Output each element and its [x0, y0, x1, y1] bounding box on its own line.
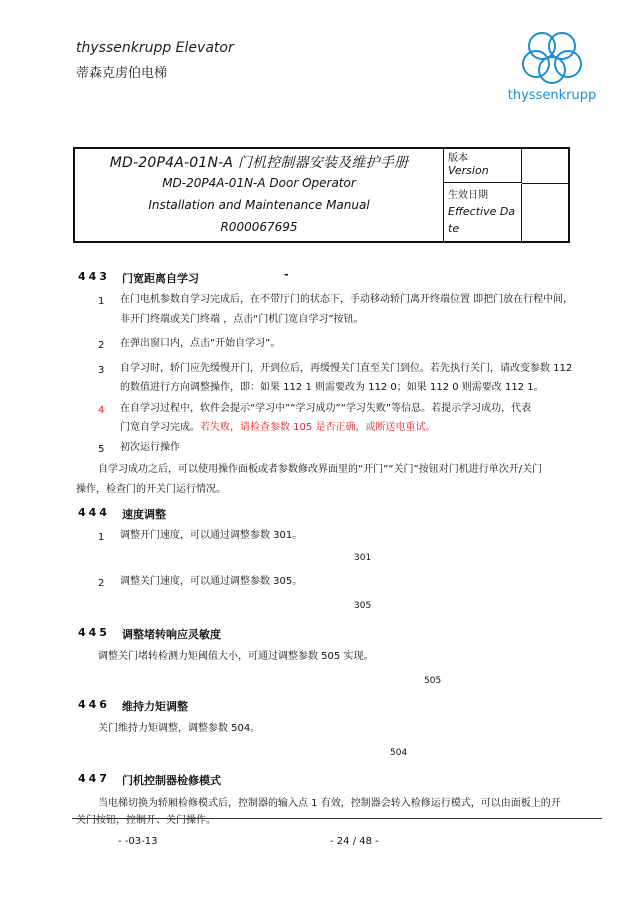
paragraph-text: 调整关门堵转检测力矩阈值大小，可通过调整参数 505 实现。 [98, 651, 374, 662]
company-name-en: thyssenkrupp Elevator [76, 40, 234, 56]
footer-divider [72, 818, 602, 819]
paragraph-text: 关门维持力矩调整，调整参数 504。 [98, 723, 261, 734]
list-item-number: 3 [98, 365, 105, 376]
parameter-value: 301 [354, 553, 372, 563]
list-item-number: 4 [98, 405, 105, 416]
section-title: 速度调整 [122, 508, 166, 521]
version-label-cn: 版本 [448, 153, 468, 164]
list-item-number: 1 [98, 532, 105, 543]
section-number: 445 [78, 626, 110, 639]
effective-date-label-en-1: Effective Da [448, 205, 516, 218]
paragraph-text: 操作，检查门的开关门运行情况。 [76, 484, 226, 495]
list-item-text-normal: 门宽自学习完成。 [120, 422, 200, 433]
document-id: R000067695 [220, 220, 298, 234]
paragraph-text: 自学习成功之后，可以使用操作面板或者参数修改界面里的“开门”“关门”按钮对门机进行单次开/关门 [98, 464, 543, 475]
parameter-value: 504 [390, 748, 408, 758]
warning-text: 若失败，请检查参数 105 是否正确，或断送电重试。 [200, 422, 436, 433]
list-item-number: 2 [98, 340, 105, 351]
effective-date-label-cn: 生效日期 [448, 190, 488, 201]
version-label-en: Version [448, 164, 489, 177]
effective-date-value-cell [522, 184, 568, 241]
section-number: 444 [78, 506, 110, 519]
list-item-number: 5 [98, 444, 105, 455]
section-title: 门宽距离自学习 [122, 272, 199, 285]
parameter-value: 505 [424, 676, 442, 686]
section-title: 门机控制器检修模式 [122, 774, 221, 787]
list-item-text: 的数值进行方向调整操作，即：如果 112 1 则需要改为 112 0；如果 112 0 则需要改 112 1。 [120, 382, 544, 393]
logo-wordmark: thyssenkrupp [507, 88, 597, 103]
footer-date: - -03-13 [118, 836, 158, 847]
document-title-cell [75, 149, 444, 241]
list-item-text: 调整开门速度，可以通过调整参数 301。 [120, 530, 303, 541]
thyssenkrupp-logo [496, 28, 608, 108]
list-item-text: 初次运行操作 [120, 442, 180, 453]
document-subtitle-2: Installation and Maintenance Manual [148, 198, 370, 212]
list-item-text: 自学习时，轿门应先缓慢开门，开到位后，再缓慢关门直至关门到位。若先执行关门，请改变参数 112 [120, 363, 573, 374]
effective-date-label-cell [444, 184, 522, 241]
logo-rings-icon [496, 28, 608, 88]
list-item-number: 2 [98, 578, 105, 589]
section-number: 443 [78, 270, 110, 283]
parameter-value: 305 [354, 601, 372, 611]
document-subtitle-1: MD-20P4A-01N-A Door Operator [162, 176, 356, 190]
list-item-number: 1 [98, 296, 105, 307]
section-number: 447 [78, 772, 110, 785]
effective-date-label-en-2: te [448, 222, 460, 235]
paragraph-text: 当电梯切换为轿厢检修模式后，控制器的输入点 1 有效，控制器会转入检修运行模式，可以由面板上的开 [98, 798, 561, 809]
list-item-text: 非开门终端或关门终端 ，点击“门机门宽自学习”按钮。 [120, 314, 364, 325]
section-title: 调整堵转响应灵敏度 [122, 628, 221, 641]
section-number: 446 [78, 698, 110, 711]
paragraph-text: 关门按钮，控制开、关门操作。 [76, 815, 216, 826]
document-title: MD-20P4A-01N-A 门机控制器安装及维护手册 [109, 155, 409, 171]
list-item-text: 在门电机参数自学习完成后，在不带厅门的状态下，手动移动轿门离开终端位置 即把门放在行程中间， [120, 294, 574, 305]
list-item-text: 在弹出窗口内，点击“开始自学习”。 [120, 338, 281, 349]
version-value-cell [522, 149, 568, 184]
list-item-text [120, 419, 435, 437]
list-item-text: 调整关门速度，可以通过调整参数 305。 [120, 576, 303, 587]
section-dash: - [284, 268, 289, 281]
document-header-table [73, 147, 570, 243]
list-item-text: 在自学习过程中，软件会提示“学习中”“学习成功”“学习失败”等信息。若提示学习成功，代表 [120, 403, 532, 414]
section-title: 维持力矩调整 [122, 700, 188, 713]
company-name-cn: 蒂森克虏伯电梯 [76, 66, 168, 81]
footer-page-number: - 24 / 48 - [330, 836, 379, 847]
version-label-cell [444, 149, 522, 183]
